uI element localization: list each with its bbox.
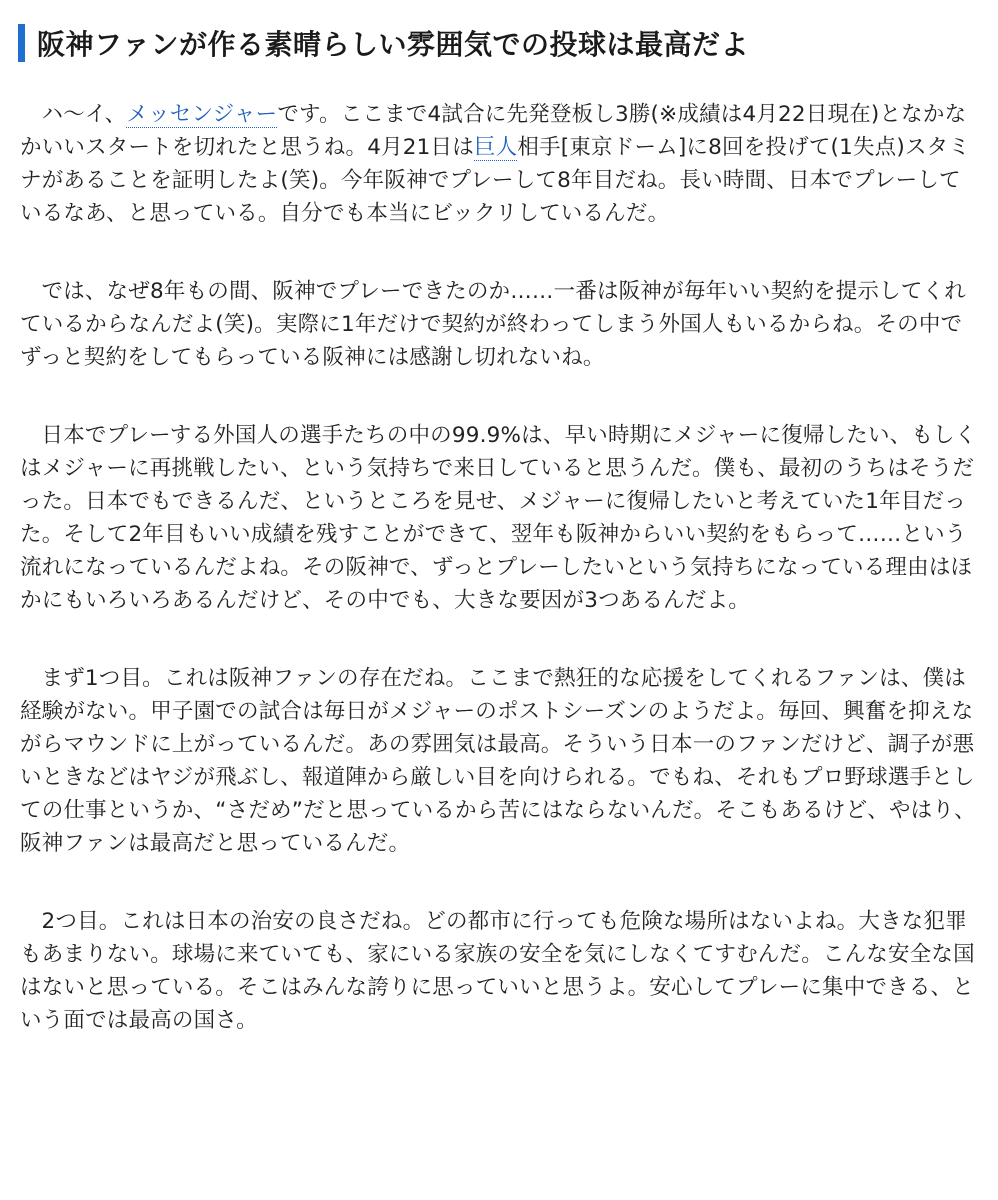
- paragraph-1-rest: 相手[東京ドーム]に8回を投げて(1失点)スタミナがあることを証明したよ(笑)。今年阪神でプレーして8年目だね。長い時間、日本でプレーしているなあ、と思っている。自分でも本当にビックリしているんだ。: [20, 135, 971, 226]
- paragraph-1-middle: です。ここまで4試合に先発登板し3勝(※成績は4月22日現在)となかなかいいスタートを切れたと思うね。4月21日は: [20, 102, 967, 160]
- paragraph-3: 日本でプレーする外国人の選手たちの中の99.9%は、早い時期にメジャーに復帰したい、もしくはメジャーに再挑戦したい、という気持ちで来日していると思うんだ。僕も、最初のうちはそうだった。日本でもできるんだ、というところを見せ、メジャーに復帰したいと考えていた1年目だった。そして2年目もいい成績を残すことができて、翌年も阪神からいい契約をもらって……という流れになっているんだよね。その阪神で、ずっとプレーしたいという気持ちになっている理由はほかにもいろいろあるんだけど、その中でも、大きな要因が3つあるんだよ。: [20, 423, 977, 613]
- article-heading: [18, 22, 978, 64]
- messenger-link[interactable]: メッセンジャー: [126, 102, 278, 127]
- article-title: 阪神ファンが作る素晴らしい雰囲気での投球は最高だよ: [37, 28, 749, 61]
- kyojin-link[interactable]: 巨人: [473, 135, 518, 160]
- paragraph-1: [20, 98, 980, 230]
- paragraph-4: まず1つ目。これは阪神ファンの存在だね。ここまで熱狂的な応援をしてくれるファンは、僕は経験がない。甲子園での試合は毎日がメジャーのポストシーズンのようだよ。毎回、興奮を抑えながらマウンドに上がっているんだ。あの雰囲気は最高。そういう日本一のファンだけど、調子が悪いときなどはヤジが飛ぶし、報道陣から厳しい目を向けられる。でもね、それもプロ野球選手としての仕事というか、“さだめ”だと思っているから苦にはならないんだ。そこもあるけど、やはり、阪神ファンは最高だと思っているんだ。: [20, 666, 976, 856]
- paragraph-2: では、なぜ8年もの間、阪神でプレーできたのか……一番は阪神が毎年いい契約を提示してくれているからなんだよ(笑)。実際に1年だけで契約が終わってしまう外国人もいるからね。その中でずっと契約をしてもらっている阪神には感謝し切れないね。: [20, 279, 966, 370]
- article-body: [20, 98, 980, 1082]
- heading-accent-bar: [18, 24, 25, 62]
- paragraph-1-intro: ハ〜イ、: [41, 102, 127, 127]
- paragraph-5: 2つ目。これは日本の治安の良さだね。どの都市に行っても危険な場所はないよね。大きな犯罪もあまりない。球場に来ていても、家にいる家族の安全を気にしなくてすむんだ。こんな安全な国はないと思っている。そこはみんな誇りに思っていいと思うよ。安心してプレーに集中できる、という面では最高の国さ。: [20, 909, 975, 1033]
